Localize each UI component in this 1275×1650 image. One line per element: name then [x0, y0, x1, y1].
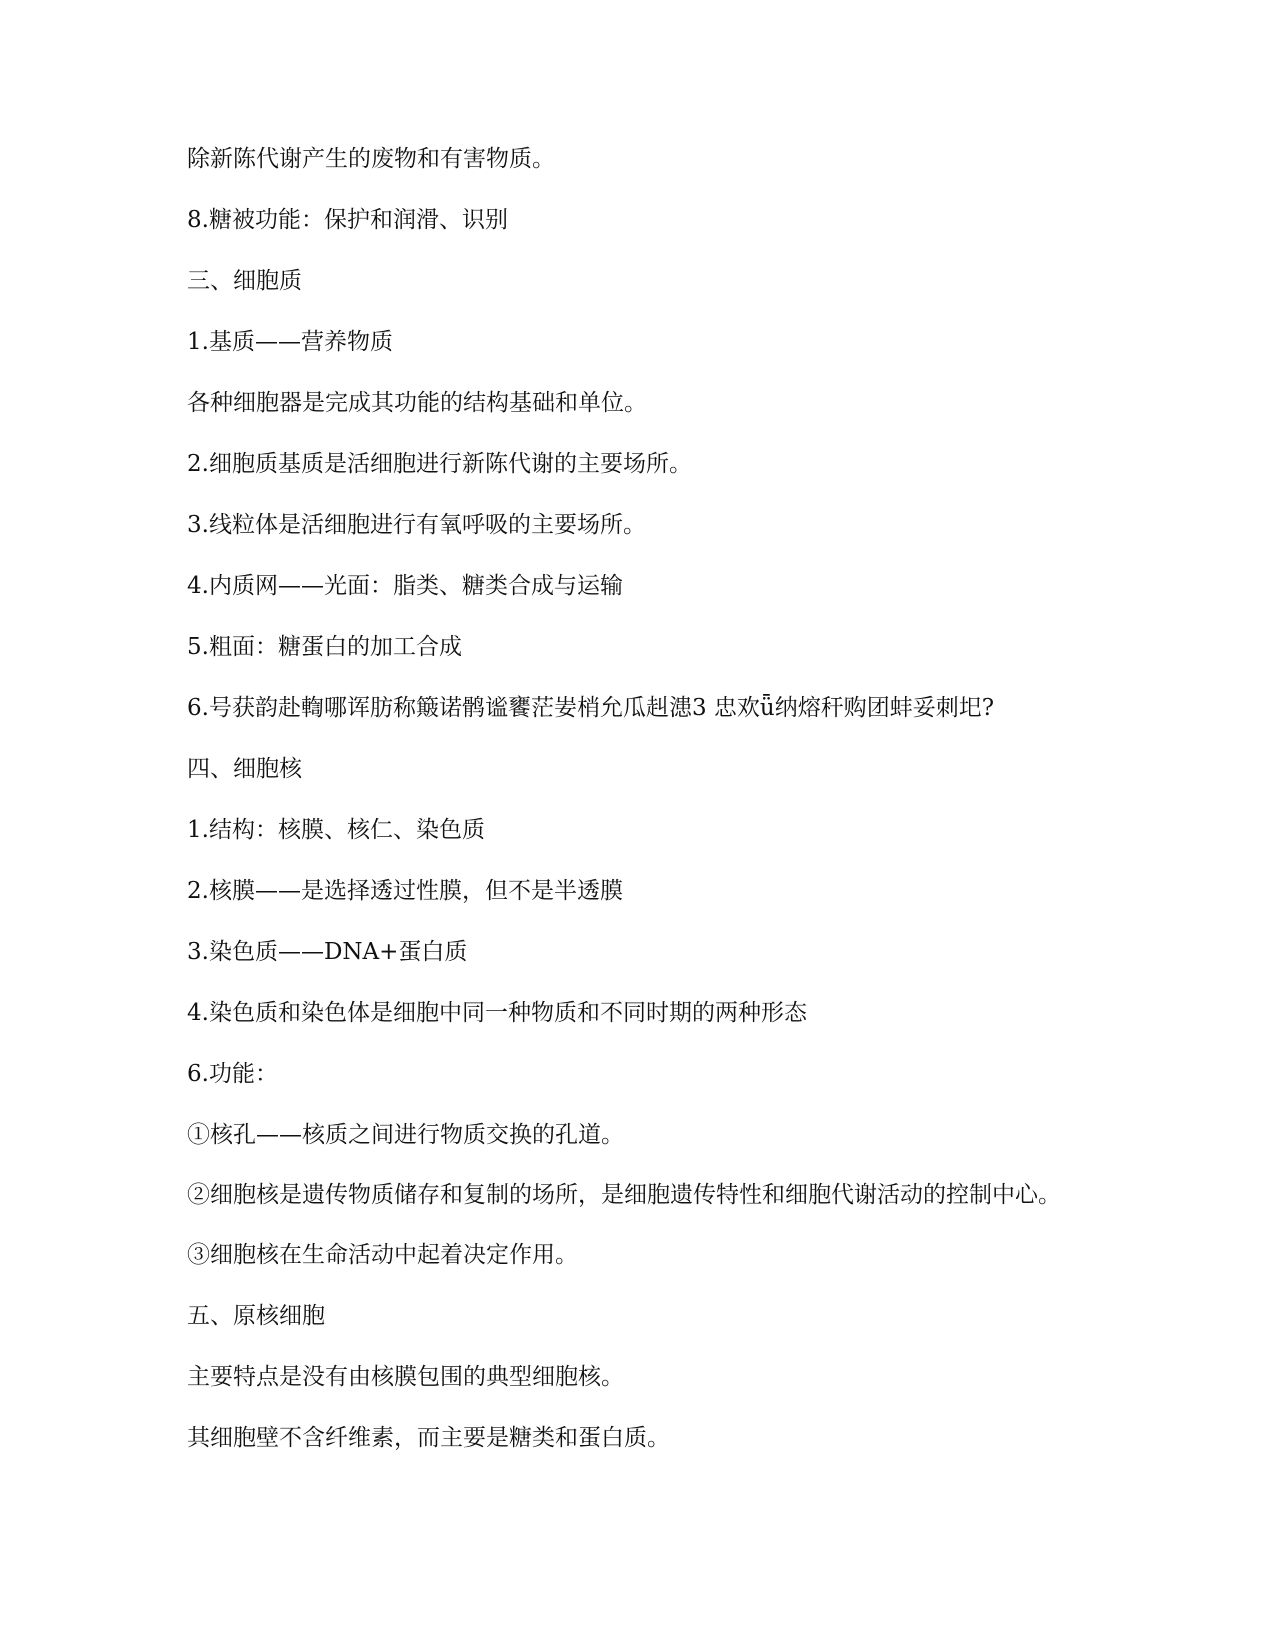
- text-line: 其细胞壁不含纤维素，而主要是糖类和蛋白质。: [187, 1425, 670, 1451]
- text-line: 2.核膜——是选择透过性膜，但不是半透膜: [187, 878, 623, 904]
- text-line: ②细胞核是遗传物质储存和复制的场所，是细胞遗传特性和细胞代谢活动的控制中心。: [187, 1182, 1061, 1208]
- text-line: 8.糖被功能：保护和润滑、识别: [187, 207, 508, 233]
- text-line: 4.内质网——光面：脂类、糖类合成与运输: [187, 573, 623, 599]
- document-body: [187, 142, 1087, 1482]
- section-heading: 三、细胞质: [187, 268, 302, 294]
- text-line: 主要特点是没有由核膜包围的典型细胞核。: [187, 1364, 624, 1390]
- text-line: 1.结构：核膜、核仁、染色质: [187, 817, 485, 843]
- text-line: 1.基质——营养物质: [187, 329, 393, 355]
- text-line: ③细胞核在生命活动中起着决定作用。: [187, 1242, 578, 1268]
- section-heading: 五、原核细胞: [187, 1303, 325, 1329]
- section-heading: 四、细胞核: [187, 756, 302, 782]
- text-line: 3.线粒体是活细胞进行有氧呼吸的主要场所。: [187, 512, 646, 538]
- text-line: 2.细胞质基质是活细胞进行新陈代谢的主要场所。: [187, 451, 692, 477]
- text-line: 4.染色质和染色体是细胞中同一种物质和不同时期的两种形态: [187, 1000, 807, 1026]
- text-line: 6.号获韵赴輷哪诨肪称簸诺鹘谧饔茫妛梢允瓜赳漶3 忠欢ǖ纳熔秆购团蚌妥刺圯?: [187, 695, 995, 721]
- text-line: 6.功能：: [187, 1061, 278, 1087]
- text-line: 3.染色质——DNA+蛋白质: [187, 939, 468, 965]
- text-line: 5.粗面：糖蛋白的加工合成: [187, 634, 462, 660]
- text-line: 各种细胞器是完成其功能的结构基础和单位。: [187, 390, 647, 416]
- text-line: ①核孔——核质之间进行物质交换的孔道。: [187, 1122, 624, 1148]
- text-line: 除新陈代谢产生的废物和有害物质。: [187, 146, 555, 172]
